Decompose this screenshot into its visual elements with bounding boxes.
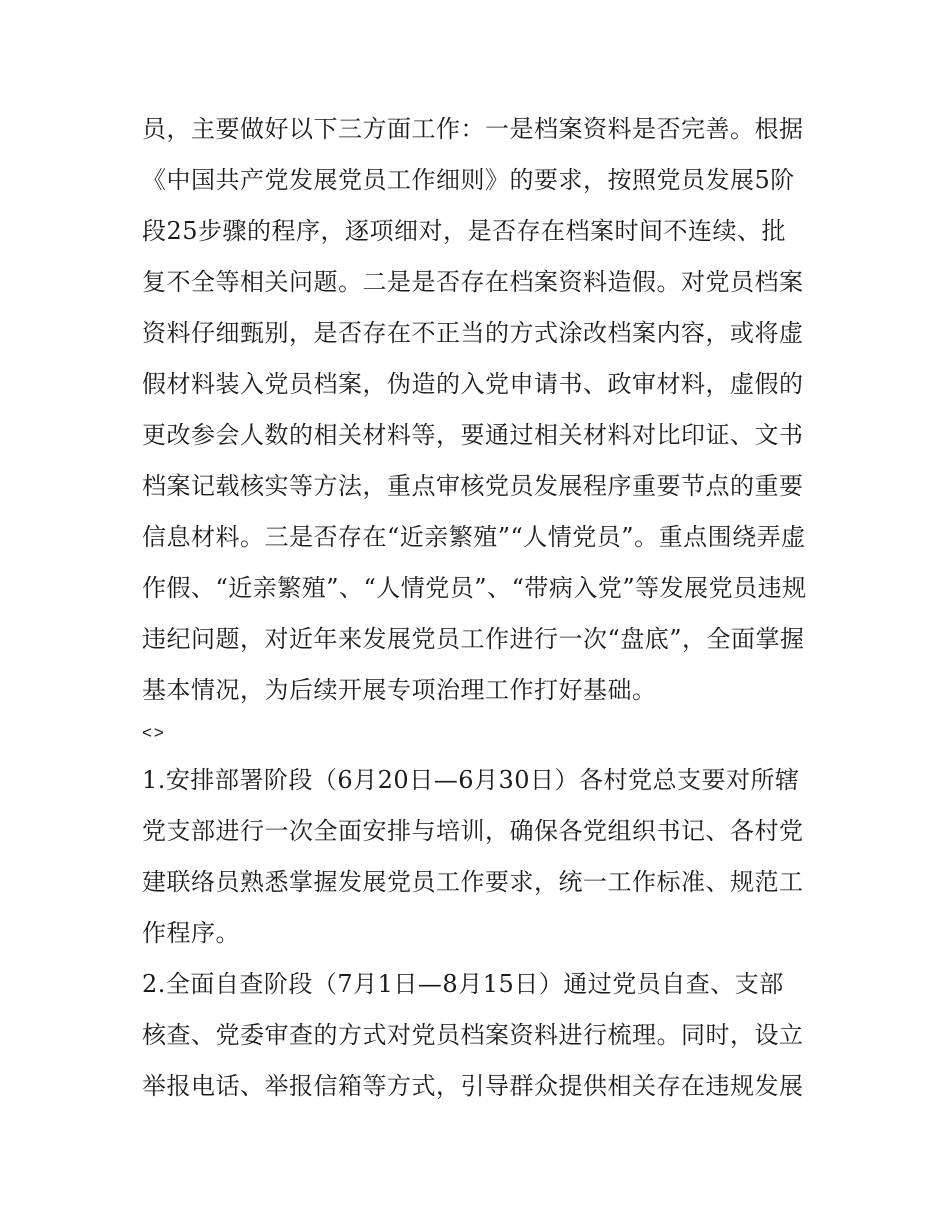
list-item-line: 党支部进行一次全面安排与培训，确保各党组织书记、各村党 xyxy=(142,817,804,845)
paragraph-line: 假材料装入党员档案，伪造的入党申请书、政审材料，虚假的 xyxy=(142,370,804,398)
list-item-line: 作程序。 xyxy=(142,919,240,947)
section-marker: <> xyxy=(142,723,166,742)
paragraph-line: 员，主要做好以下三方面工作：一是档案资料是否完善。根据 xyxy=(142,115,804,143)
list-item-line: 核查、党委审查的方式对党员档案资料进行梳理。同时，设立 xyxy=(142,1021,804,1049)
paragraph-line: 资料仔细甄别，是否存在不正当的方式涂改档案内容，或将虚 xyxy=(142,319,804,347)
paragraph-line: 复不全等相关问题。二是是否存在档案资料造假。对党员档案 xyxy=(142,268,804,296)
list-item-line: 举报电话、举报信箱等方式，引导群众提供相关存在违规发展 xyxy=(142,1072,804,1100)
paragraph-line: 基本情况，为后续开展专项治理工作打好基础。 xyxy=(142,676,657,704)
paragraph-line: 作假、“近亲繁殖”、“人情党员”、“带病入党”等发展党员违规 xyxy=(142,574,807,602)
paragraph-line: 《中国共产党发展党员工作细则》的要求，按照党员发展5阶 xyxy=(142,166,795,194)
list-item-line: 2.全面自查阶段（7月1日—8月15日）通过党员自查、支部 xyxy=(142,970,784,998)
paragraph-line: 信息材料。三是否存在“近亲繁殖”“人情党员”。重点围绕弄虚 xyxy=(142,523,806,551)
paragraph-line: 更改参会人数的相关材料等，要通过相关材料对比印证、文书 xyxy=(142,421,804,449)
list-item-line: 1.安排部署阶段（6月20日—6月30日）各村党总支要对所辖 xyxy=(142,766,800,794)
paragraph-line: 段25步骤的程序，逐项细对，是否存在档案时间不连续、批 xyxy=(142,217,787,245)
paragraph-line: 违纪问题，对近年来发展党员工作进行一次“盘底”，全面掌握 xyxy=(142,625,805,653)
paragraph-line: 档案记载核实等方法，重点审核党员发展程序重要节点的重要 xyxy=(142,472,804,500)
list-item-line: 建联络员熟悉掌握发展党员工作要求，统一工作标准、规范工 xyxy=(142,868,804,896)
